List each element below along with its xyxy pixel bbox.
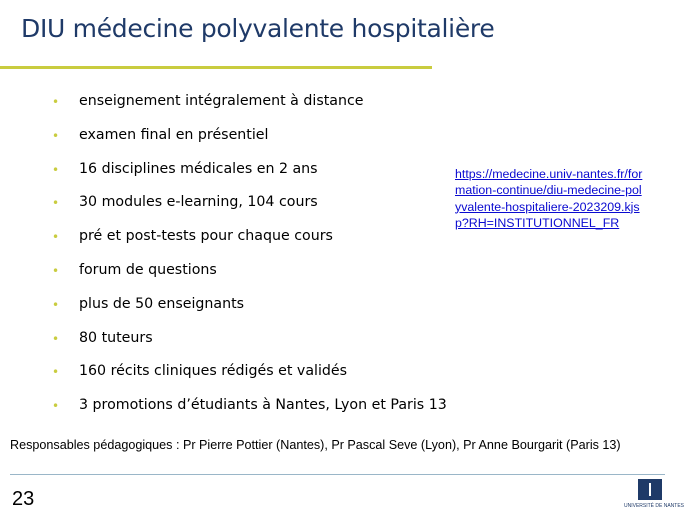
- university-logo: [624, 479, 685, 511]
- bullet-icon: •: [52, 365, 60, 380]
- slide-title: DIU médecine polyvalente hospitalière: [21, 14, 495, 43]
- bullet-text: 160 récits cliniques rédigés et validés: [79, 363, 348, 380]
- program-link[interactable]: https://medecine.univ-nantes.fr/formation-continue/diu-medecine-polyvalente-hospitaliere-2023209.kjsp?RH=INSTITUTIONNEL_FR: [455, 167, 643, 230]
- bullet-text: enseignement intégralement à distance: [79, 93, 364, 109]
- bullet-icon: •: [52, 95, 60, 109]
- bullet-text: plus de 50 enseignants: [79, 295, 245, 312]
- bullet-icon: •: [52, 263, 60, 278]
- bullet-text: examen final en présentiel: [79, 126, 269, 143]
- page-number: 23: [12, 488, 35, 510]
- footer-divider: [10, 474, 665, 475]
- bullet-text: forum de questions: [79, 261, 217, 278]
- bullet-text: 3 promotions d’étudiants à Nantes, Lyon et Paris 13: [79, 397, 447, 414]
- logo-mark-line: [649, 483, 651, 496]
- bullet-text: 30 modules e-learning, 104 cours: [79, 194, 318, 211]
- bullet-icon: •: [52, 297, 60, 312]
- bullet-icon: •: [52, 196, 60, 211]
- bullet-icon: •: [52, 399, 60, 414]
- bullet-icon: •: [52, 331, 60, 346]
- logo-text: UNIVERSITÉ DE NANTES: [624, 503, 685, 509]
- bullet-text: pré et post-tests pour chaque cours: [79, 228, 333, 245]
- responsables-text: Responsables pédagogiques : Pr Pierre Pottier (Nantes), Pr Pascal Seve (Lyon), Pr Anne Bourgarit (Paris 13): [10, 438, 621, 452]
- bullet-icon: •: [52, 162, 60, 177]
- university-logo-icon: [638, 479, 662, 500]
- bullet-text: 80 tuteurs: [79, 329, 153, 346]
- bullet-icon: •: [52, 230, 60, 245]
- bullet-icon: •: [52, 128, 60, 143]
- title-underline: [0, 66, 432, 69]
- bullet-text: 16 disciplines médicales en 2 ans: [79, 160, 318, 177]
